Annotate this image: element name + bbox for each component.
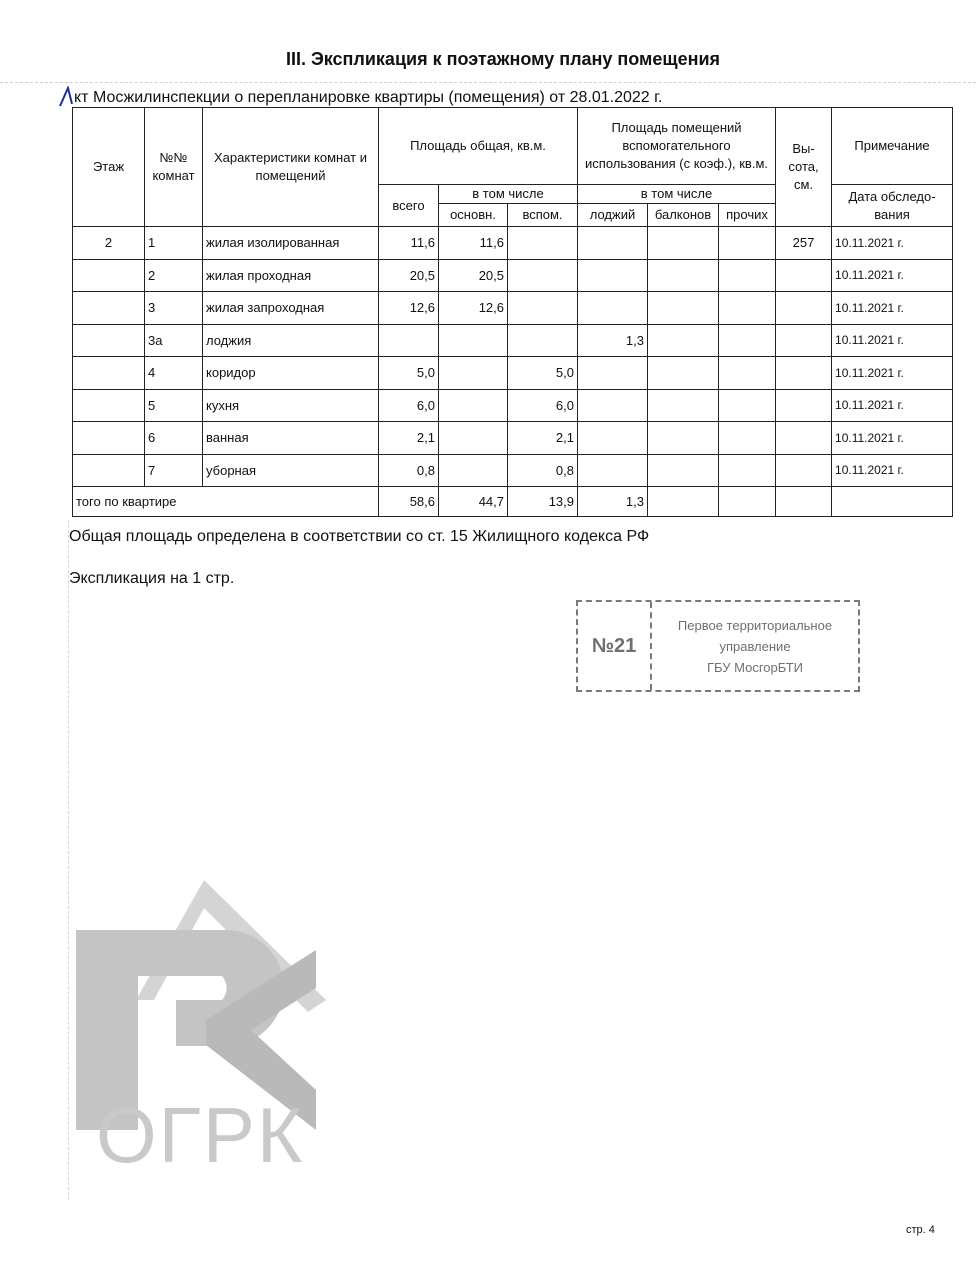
- table-row: [73, 324, 953, 357]
- cell-height: [776, 292, 832, 325]
- cell-other: [719, 324, 776, 357]
- stamp-line: управление: [719, 638, 791, 654]
- cell-main: [439, 324, 508, 357]
- cell-floor: 2: [73, 227, 145, 260]
- cell-main: [439, 389, 508, 422]
- cell-loggia: 1,3: [578, 324, 648, 357]
- cell-aux: 5,0: [508, 357, 578, 390]
- cell-loggia: [578, 292, 648, 325]
- stamp-line: Первое территориальное: [677, 617, 833, 633]
- cell-room: 5: [145, 389, 203, 422]
- cell-date: 10.11.2021 г.: [832, 324, 953, 357]
- cell-height: [776, 324, 832, 357]
- cell-floor: [73, 454, 145, 487]
- total-label: того по квартире: [73, 487, 379, 517]
- cell-loggia: [578, 357, 648, 390]
- stamp-text: [652, 602, 858, 690]
- cell-other: [719, 422, 776, 455]
- cell-main: 11,6: [439, 227, 508, 260]
- cell-desc: лоджия: [203, 324, 379, 357]
- cell-height: [776, 422, 832, 455]
- cell-other: [719, 292, 776, 325]
- cell-desc: жилая запроходная: [203, 292, 379, 325]
- cell-main: [439, 422, 508, 455]
- table-row: [73, 422, 953, 455]
- header-room-number: №№ комнат: [145, 108, 203, 227]
- cell-room: 3а: [145, 324, 203, 357]
- scan-edge-line: [0, 82, 976, 85]
- cell-aux: 2,1: [508, 422, 578, 455]
- cell-other: [719, 389, 776, 422]
- table-row: [73, 389, 953, 422]
- cell-desc: коридор: [203, 357, 379, 390]
- header-height: Вы-сота, см.: [776, 108, 832, 227]
- cell-desc: жилая изолированная: [203, 227, 379, 260]
- header-loggias: лоджий: [578, 204, 648, 227]
- cell-desc: кухня: [203, 389, 379, 422]
- header-floor: Этаж: [73, 108, 145, 227]
- cell-balcony: [648, 389, 719, 422]
- cell-room: 6: [145, 422, 203, 455]
- cell-floor: [73, 292, 145, 325]
- cell-total: 6,0: [379, 389, 439, 422]
- cell-height: [776, 259, 832, 292]
- cell-loggia: [578, 389, 648, 422]
- stamp-line: ГБУ МосгорБТИ: [707, 659, 803, 675]
- scan-margin-line: [68, 520, 70, 1200]
- header-total: всего: [379, 185, 439, 227]
- cell-total: 0,8: [379, 454, 439, 487]
- cell-balcony: [648, 454, 719, 487]
- cell-total: 11,6: [379, 227, 439, 260]
- cell-floor: [73, 357, 145, 390]
- area-note: Общая площадь определена в соответствии со ст. 15 Жилищного кодекса РФ: [69, 528, 650, 545]
- cell-date: 10.11.2021 г.: [832, 389, 953, 422]
- cell-main: [439, 454, 508, 487]
- cell-other: [719, 227, 776, 260]
- cell-floor: [73, 389, 145, 422]
- cell-height: [776, 357, 832, 390]
- header-characteristics: Характеристики комнат и помещений: [203, 108, 379, 227]
- cell-aux: [508, 324, 578, 357]
- table-row: [73, 259, 953, 292]
- watermark-text: ОГРК: [96, 1091, 305, 1179]
- cell-aux: 6,0: [508, 389, 578, 422]
- cell-height: 257: [776, 227, 832, 260]
- cell-other: [719, 357, 776, 390]
- cell-height: [776, 454, 832, 487]
- cell-date: 10.11.2021 г.: [832, 259, 953, 292]
- cell-loggia: [578, 422, 648, 455]
- header-aux: вспом.: [508, 204, 578, 227]
- explication-table: [72, 107, 953, 517]
- header-survey-date: Дата обследо-вания: [832, 185, 953, 227]
- header-including-2: в том числе: [578, 185, 776, 204]
- cell-balcony: [648, 227, 719, 260]
- cell-main: [439, 357, 508, 390]
- cell-room: 1: [145, 227, 203, 260]
- table-row: [73, 227, 953, 260]
- total-loggia-value: 1,3: [578, 487, 648, 517]
- cell-main: 12,6: [439, 292, 508, 325]
- cell-date: 10.11.2021 г.: [832, 357, 953, 390]
- cell-total: [379, 324, 439, 357]
- cell-floor: [73, 259, 145, 292]
- cell-balcony: [648, 324, 719, 357]
- total-height-value: [776, 487, 832, 517]
- office-stamp: [576, 600, 860, 692]
- cell-date: 10.11.2021 г.: [832, 227, 953, 260]
- table-row: [73, 357, 953, 390]
- cell-balcony: [648, 292, 719, 325]
- act-reference: кт Мосжилинспекции о перепланировке квартиры (помещения) от 28.01.2022 г.: [74, 89, 663, 106]
- stamp-number: №21: [578, 602, 652, 690]
- cell-aux: [508, 259, 578, 292]
- cell-room: 7: [145, 454, 203, 487]
- header-total-area: Площадь общая, кв.м.: [379, 108, 578, 185]
- cell-height: [776, 389, 832, 422]
- cell-balcony: [648, 259, 719, 292]
- header-main: основн.: [439, 204, 508, 227]
- cell-floor: [73, 422, 145, 455]
- total-balcony-value: [648, 487, 719, 517]
- cell-main: 20,5: [439, 259, 508, 292]
- total-note-value: [832, 487, 953, 517]
- total-row: [73, 487, 953, 517]
- cell-room: 4: [145, 357, 203, 390]
- pages-note: Экспликация на 1 стр.: [69, 570, 235, 587]
- cell-desc: жилая проходная: [203, 259, 379, 292]
- cell-date: 10.11.2021 г.: [832, 454, 953, 487]
- cell-aux: 0,8: [508, 454, 578, 487]
- document-title: III. Экспликация к поэтажному плану помещения: [285, 49, 721, 69]
- header-including-1: в том числе: [439, 185, 578, 204]
- cell-balcony: [648, 422, 719, 455]
- cell-other: [719, 259, 776, 292]
- cell-aux: [508, 227, 578, 260]
- cell-loggia: [578, 454, 648, 487]
- cell-total: 2,1: [379, 422, 439, 455]
- cell-date: 10.11.2021 г.: [832, 422, 953, 455]
- cell-total: 5,0: [379, 357, 439, 390]
- header-balconies: балконов: [648, 204, 719, 227]
- cell-loggia: [578, 259, 648, 292]
- cell-date: 10.11.2021 г.: [832, 292, 953, 325]
- cell-balcony: [648, 357, 719, 390]
- header-other: прочих: [719, 204, 776, 227]
- cell-loggia: [578, 227, 648, 260]
- total-other-value: [719, 487, 776, 517]
- cell-room: 2: [145, 259, 203, 292]
- table-row: [73, 454, 953, 487]
- cell-aux: [508, 292, 578, 325]
- table-row: [73, 292, 953, 325]
- total-aux-value: 13,9: [508, 487, 578, 517]
- header-note: Примечание: [832, 108, 953, 185]
- total-main-value: 44,7: [439, 487, 508, 517]
- cell-floor: [73, 324, 145, 357]
- total-area-value: 58,6: [379, 487, 439, 517]
- cell-total: 20,5: [379, 259, 439, 292]
- cell-other: [719, 454, 776, 487]
- cell-total: 12,6: [379, 292, 439, 325]
- page-number: стр. 4: [906, 1224, 935, 1236]
- cell-desc: ванная: [203, 422, 379, 455]
- cell-desc: уборная: [203, 454, 379, 487]
- header-aux-area: Площадь помещений вспомогательного использования (с коэф.), кв.м.: [578, 108, 776, 185]
- cell-room: 3: [145, 292, 203, 325]
